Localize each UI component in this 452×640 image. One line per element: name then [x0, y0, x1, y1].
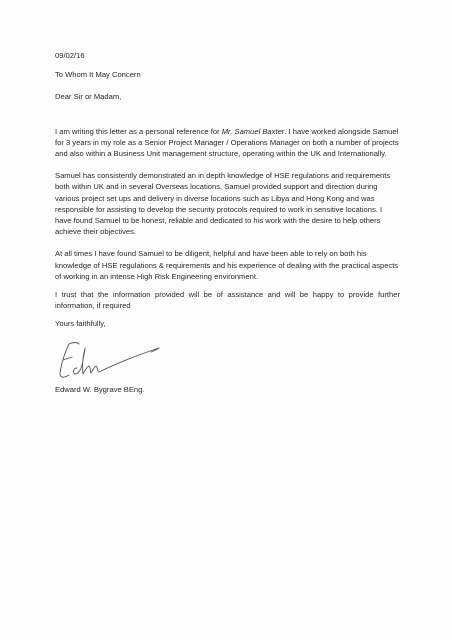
- letter-closing: Yours faithfully,: [55, 319, 106, 329]
- paragraph-introduction-end: . I have worked alongside Samuel for 3 years in my role as a Senior Project Manager / Operations Manager on both a number of projects and also within a Business Unit management structure, operating within the UK and Internationally.: [55, 126, 399, 159]
- paragraph-assistance: I trust that the information provided will be of assistance and will be happy to provide further information, if required: [55, 290, 400, 311]
- handwritten-signature: [55, 334, 165, 384]
- paragraph-introduction-start: I am writing this letter as a personal reference for: [55, 126, 222, 136]
- signer-name: Edward W. Bygrave BEng.: [55, 384, 145, 394]
- referee-name: Mr. Samuel Baxter: [221, 126, 285, 136]
- paragraph-hse-knowledge: Samuel has consistently demonstrated an in depth knowledge of HSE regulations and requirements both within UK and in several Overseas locations. Samuel provided support and direction during various project set ups and delivery in diverse locations such as Libya and Hong Kong and was responsible for assisting to develop the security protocols required to work in sensitive locations. I have found Samuel to be honest, reliable and dedicated to his work with the desire to help others achieve their objectives.: [55, 171, 391, 237]
- letter-date: 09/02/16: [55, 51, 85, 60]
- letter-recipient: To Whom It May Concern: [55, 70, 141, 80]
- letter-body: [55, 50, 400, 395]
- letter-salutation: Dear Sir or Madam,: [55, 92, 122, 102]
- paragraph-diligence: At all times I have found Samuel to be diligent, helpful and have been able to rely on both his knowledge of HSE regulations & requirements and his experience of dealing with the practical aspects of working in an intense High Risk Engineering environment.: [55, 249, 399, 281]
- paragraph-introduction: [55, 126, 400, 160]
